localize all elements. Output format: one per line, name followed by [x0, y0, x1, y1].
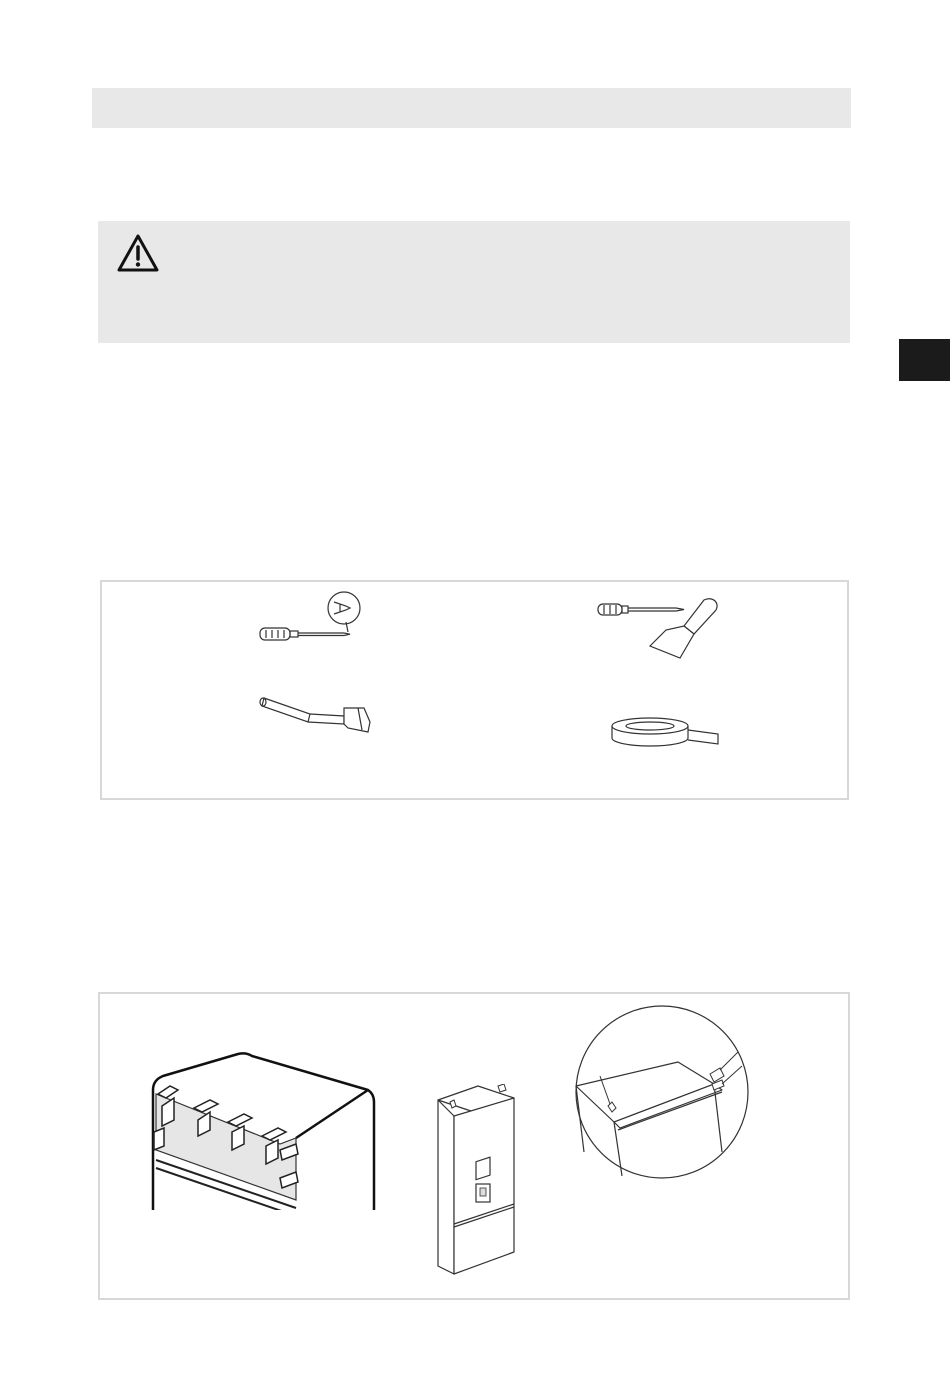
hinge-detail-illustration	[562, 1004, 774, 1180]
putty-knife-screwdriver-icon	[596, 596, 726, 662]
figure-box	[98, 992, 850, 1300]
tools-box	[100, 580, 849, 800]
taped-fridge-top-illustration	[148, 1050, 378, 1210]
header-band	[92, 88, 851, 128]
side-tab	[899, 339, 950, 381]
hex-wrench-icon	[258, 692, 378, 742]
fridge-freezer-illustration	[432, 1084, 524, 1280]
cross-screwdriver-icon	[258, 588, 368, 650]
adhesive-tape-icon	[610, 714, 722, 750]
warning-triangle-icon	[116, 233, 160, 273]
warning-box	[98, 221, 850, 343]
